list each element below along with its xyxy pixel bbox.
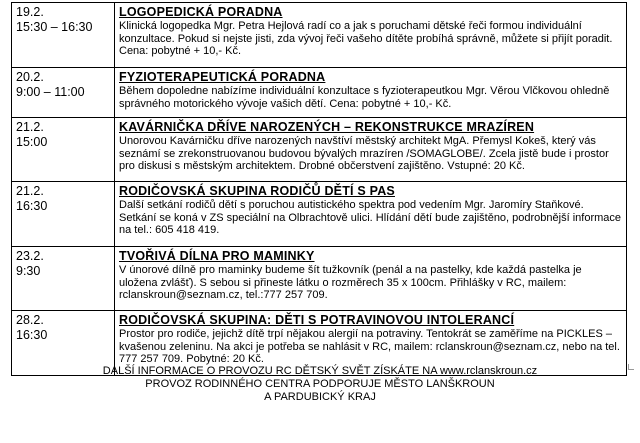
event-title: RODIČOVSKÁ SKUPINA RODIČŮ DĚTÍ S PAS xyxy=(119,184,395,198)
event-title: FYZIOTERAPEUTICKÁ PORADNA xyxy=(119,70,326,84)
event-text: Klinická logopedka Mgr. Petra Hejlová radí co a jak s poruchami dětské řeči formou individuální konzultace. Pokud si nejste jisti, zda vývoj řeči vašeho dítěte probíhá správně, můžete si přijít poradit. Cena: pobytné + 10,- Kč. xyxy=(119,20,613,58)
event-desc-cell xyxy=(115,182,627,247)
event-time: 9:00 – 11:00 xyxy=(16,85,85,99)
event-date: 23.2. xyxy=(16,249,44,263)
event-title: KAVÁRNIČKA DŘÍVE NAROZENÝCH – REKONSTRUKCE MRAZÍREN xyxy=(119,120,535,134)
event-row xyxy=(12,3,627,68)
event-time: 15:00 xyxy=(16,135,48,149)
footer-region-line: A PARDUBICKÝ KRAJ xyxy=(264,391,376,403)
event-time: 16:30 xyxy=(16,199,48,213)
event-desc-cell xyxy=(115,68,627,118)
event-text: Prostor pro rodiče, jejichž dítě trpí nějakou alergií na potraviny. Tentokrát se zaměříme na PICKLES – kvašenou zeleninu. Na akci je potřeba se nahlásit v RC, mailem: rclanskroun@seznam.cz, nebo na tel. 777 257 709. Pobytné: 20 Kč. xyxy=(119,328,620,366)
event-date: 21.2. xyxy=(16,120,44,134)
event-row xyxy=(12,247,627,311)
event-date: 19.2. xyxy=(16,5,44,19)
footer-info-line: DALŠÍ INFORMACE O PROVOZU RC DĚTSKÝ SVĚT ZÍSKÁTE NA www.rclanskroun.cz xyxy=(102,365,538,377)
event-date-cell xyxy=(12,3,115,68)
event-title: LOGOPEDICKÁ PORADNA xyxy=(119,5,283,19)
event-time: 9:30 xyxy=(16,264,41,278)
event-date: 20.2. xyxy=(16,70,44,84)
event-title: TVOŘIVÁ DÍLNA PRO MAMINKY xyxy=(119,249,315,263)
event-text: Další setkání rodičů dětí s poruchou autistického spektra pod vedením Mgr. Jaromíry Staňkové. Setkání se koná v ZS speciální na Olbrachtově ulici. Hlídání dětí bude zajištěno, podrobnější informace na tel.: 605 418 419. xyxy=(119,199,622,237)
event-text: Během dopoledne nabízíme individuální konzultace s fyzioterapeutkou Mgr. Věrou Vlčkovou ohledně správného motorického vývoje vašich dětí. Cena: pobytné + 10,- Kč. xyxy=(119,85,610,110)
event-desc-cell xyxy=(115,118,627,182)
event-date: 28.2. xyxy=(16,313,44,327)
event-desc-cell xyxy=(115,247,627,311)
event-row xyxy=(12,182,627,247)
event-text: V únorové dílně pro maminky budeme šít tužkovník (penál a na pastelky, kde každá pastelka je uložena zvlášť). S sebou si přineste látku o rozměrech 35 x 100cm. Přihlášky v RC, mailem: rclanskroun@seznam.cz, tel.:777 257 709. xyxy=(119,264,582,302)
event-date: 21.2. xyxy=(16,184,44,198)
event-date-cell xyxy=(12,68,115,118)
event-date-cell xyxy=(12,247,115,311)
event-desc-cell xyxy=(115,3,627,68)
event-row xyxy=(12,68,627,118)
events-table xyxy=(11,2,627,376)
event-text: Unorovou Kavárničku dříve narozených navštíví městský architekt MgA. Přemysl Kokeš, který vás seznámí se zrekonstruovanou budovou bývalých mrazíren /SOMAGLOBE/. Zcela jistě bude i prostor pro diskusi s městským architektem. Drobné občerstvení zajištěno. Vstupné: 20 Kč. xyxy=(119,135,609,173)
event-date-cell xyxy=(12,182,115,247)
event-row xyxy=(12,118,627,182)
event-title: RODIČOVSKÁ SKUPINA: DĚTI S POTRAVINOVOU INTOLERANCÍ xyxy=(119,313,515,327)
event-date-cell xyxy=(12,118,115,182)
footer-support-line: PROVOZ RODINNÉHO CENTRA PODPORUJE MĚSTO LANŠKROUN xyxy=(145,378,495,390)
event-time: 15:30 – 16:30 xyxy=(16,20,93,34)
event-time: 16:30 xyxy=(16,328,48,342)
